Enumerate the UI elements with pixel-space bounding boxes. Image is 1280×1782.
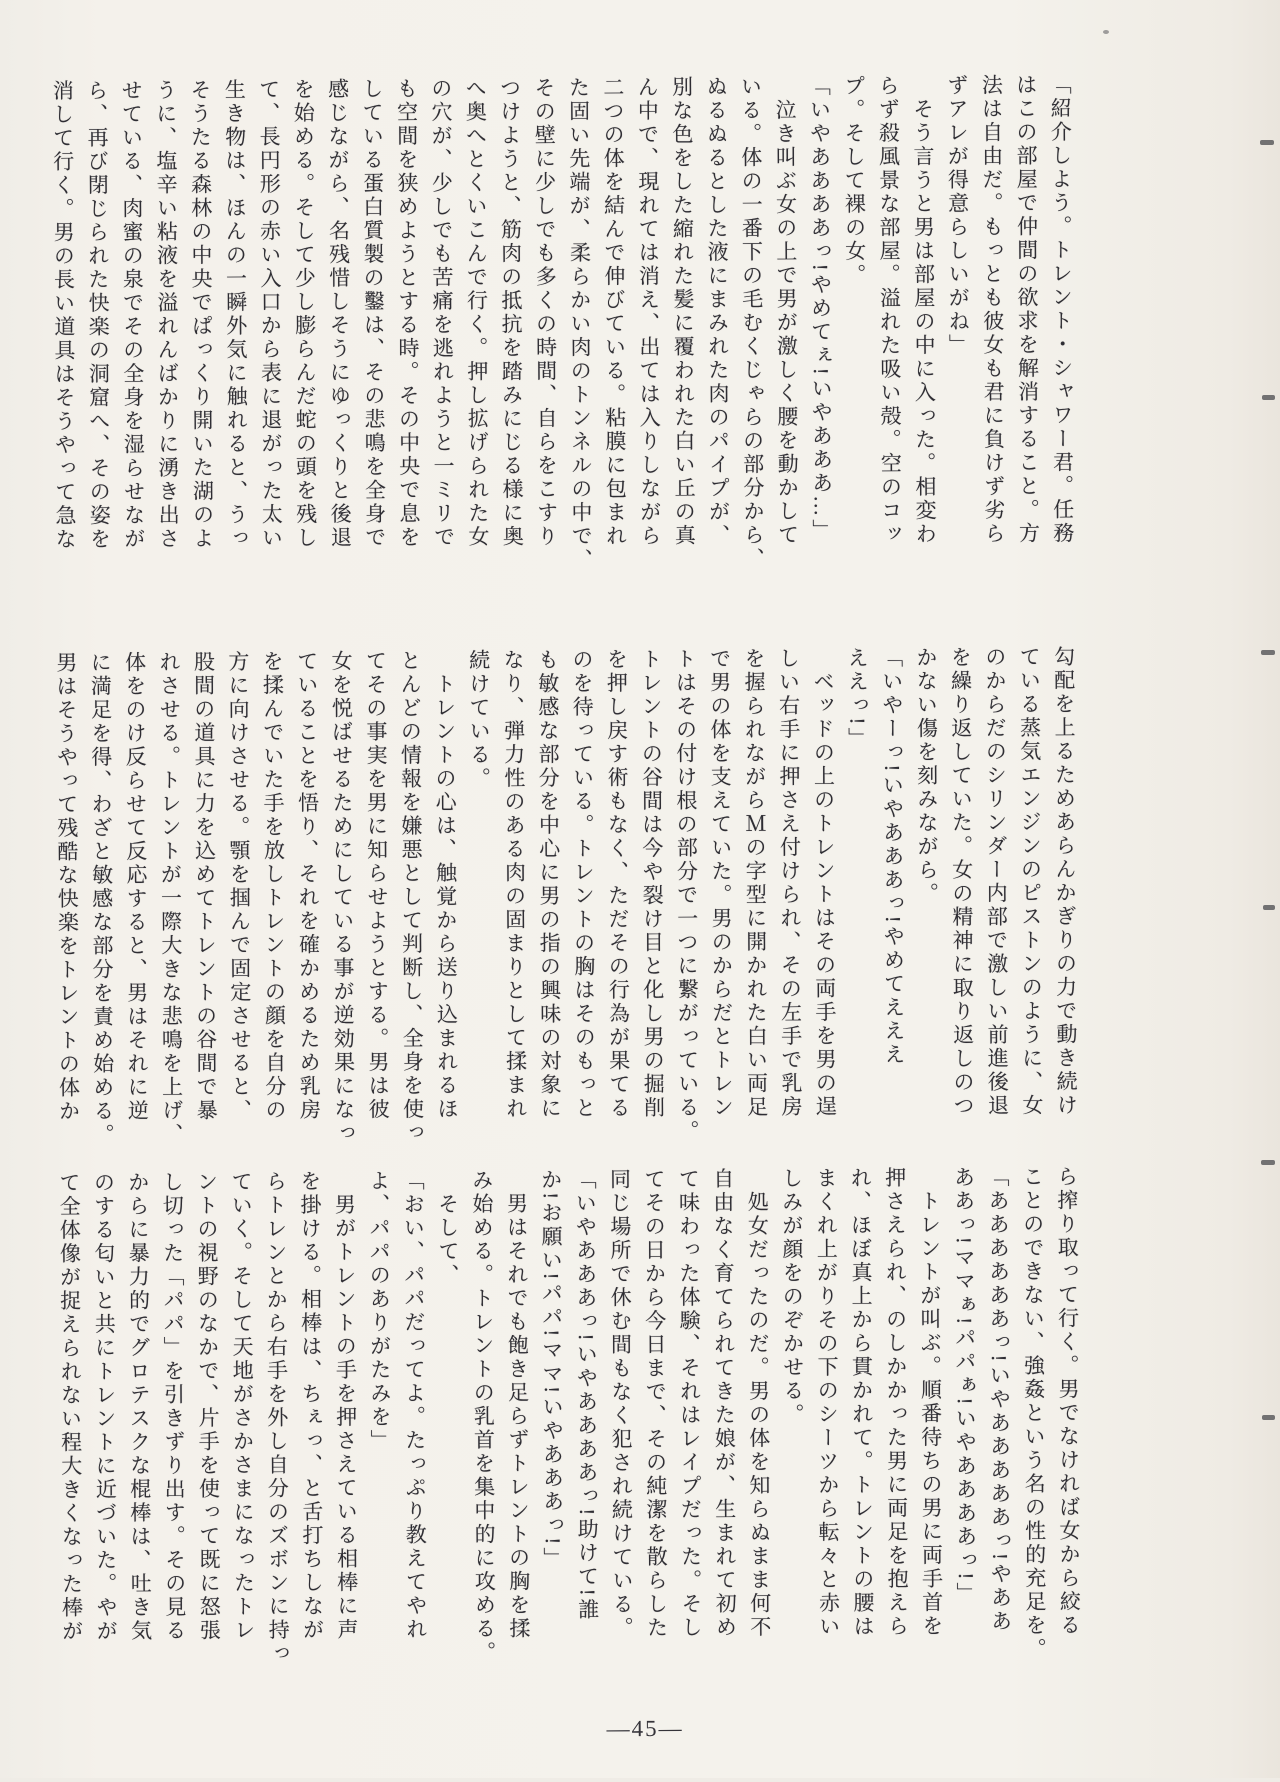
text-column: トレントの谷間は今や裂け目と化し男の掘削 xyxy=(638,647,666,1120)
text-column: ていく。そして天地がさかさまになったトレ xyxy=(228,1170,256,1643)
text-column: トはその付け根の部分で一つに繋がっている。 xyxy=(673,647,701,1144)
text-column: いる。体の一番下の毛むくじゃらの部分から、 xyxy=(738,75,766,571)
text-column: しい右手に押さえ付けられ、その左手で乳房 xyxy=(776,647,804,1120)
text-column: か!お願い!パパ!ママ!いやあああっ!」 xyxy=(538,1168,566,1571)
text-column: しみが顔をのぞかせる。 xyxy=(779,1167,806,1427)
text-column: 「おい、パパだってよ。たっぷり教えてやれ xyxy=(400,1169,428,1642)
text-column: 体をのけ反らせて反応すると、男はそれに逆 xyxy=(122,651,150,1124)
scan-artifact xyxy=(1261,1160,1275,1165)
scan-artifact xyxy=(1262,395,1275,400)
text-column: ぬるぬるとした液にまみれた肉のパイプが、 xyxy=(703,75,731,548)
text-column: も敏感な部分を中心に男の指の興味の対象に xyxy=(535,648,563,1121)
scan-artifact xyxy=(1262,1415,1275,1420)
text-column: 男がトレントの手を押さえている相棒に声 xyxy=(332,1169,360,1642)
text-column: ントの視野のなかで、片手を使って既に怒張 xyxy=(194,1170,222,1643)
text-column: まくれ上がりその下のシーツから転々と赤い xyxy=(813,1166,841,1639)
text-column: み始める。トレントの乳首を集中的に攻める。 xyxy=(469,1168,497,1665)
text-column: 同じ場所で休む間もなく犯され続けている。 xyxy=(607,1168,635,1641)
scan-artifact xyxy=(1260,140,1274,145)
scan-artifact xyxy=(1261,650,1275,655)
text-column: て味わった体験、それはレイプだった。そし xyxy=(676,1167,704,1640)
text-column: ベッドの上のトレントはその両手を男の逞 xyxy=(810,646,838,1119)
text-column: 感じながら、名残惜しそうにゆっくりと後退 xyxy=(325,77,353,550)
text-column: トレントの心は、触覚から送り込まれるほ xyxy=(432,649,460,1122)
text-column: なり、弾力性のある肉の固まりとして揉まれ xyxy=(501,648,528,1121)
text-column: て全体像が捉えられない程大きくなった棒が xyxy=(56,1171,84,1644)
text-column: その壁に少しでも多くの時間、自らをこすり xyxy=(531,76,559,549)
text-column: 別な色をした縮れた髪に覆われた白い丘の真 xyxy=(669,75,697,548)
text-column: 「いやああああっ!やめてぇ!いやあああ…」 xyxy=(807,74,835,543)
text-column: を揉んでいた手を放しトレントの顔を自分の xyxy=(260,650,288,1123)
text-column: 女を悦ばせるためにしている事が逆効果になっ xyxy=(329,649,357,1146)
text-column: 「紹介しよう。トレント・シャワー君。任務 xyxy=(1048,73,1075,546)
text-column: はこの部屋で仲間の欲求を解消すること。方 xyxy=(1013,73,1041,546)
text-column: らず殺風景な部屋。溢れた吸い殻。空のコッ xyxy=(875,74,903,547)
text-column: 「いやーっ!いやあああっ!やめてえええ xyxy=(879,646,907,1067)
text-column: 「いやあああっ!いやああああっ!助けて!誰 xyxy=(573,1168,600,1622)
text-column: も空間を狭めようとする時。その中央で息を xyxy=(394,77,422,550)
text-column: そして、 xyxy=(435,1169,461,1288)
text-column: からに暴力的でグロテスクな棍棒は、吐き気 xyxy=(125,1171,153,1644)
text-column: のを待っている。トレントの胸はそのもっと xyxy=(569,648,597,1121)
text-column: れ、ほぼ真上から貫かれて。トレントの腰は xyxy=(848,1166,876,1639)
text-column: ああっ!ママぁ!パパぁ!いやああああっ!」 xyxy=(951,1165,979,1606)
text-tier-top xyxy=(45,73,1080,600)
text-column: ら搾り取って行く。男でなければ女から絞る xyxy=(1054,1165,1082,1638)
text-column: ている蒸気エンジンのピストンのように、女 xyxy=(1017,645,1044,1118)
page-number: ―45― xyxy=(606,1715,684,1742)
scan-artifact xyxy=(1263,905,1275,910)
text-column: て、長円形の赤い入口から表に退がった太い xyxy=(256,78,284,551)
text-column: ええっ!」 xyxy=(845,646,870,751)
text-column: を押し戻す術もなく、ただその行為が果てる xyxy=(604,648,632,1121)
text-column: 男はそれでも飽き足らずトレントの胸を揉 xyxy=(504,1168,532,1641)
text-column: 男はそうやって残酷な快楽をトレントの体か xyxy=(53,651,81,1124)
text-tier-bottom xyxy=(52,1165,1087,1692)
text-column: のする匂いと共にトレントに近づいた。やが xyxy=(91,1171,119,1644)
text-column: している蛋白質製の鑿は、その悲鳴を全身で xyxy=(359,77,387,550)
text-column: のからだのシリンダー内部で激しい前進後退 xyxy=(982,645,1010,1118)
text-column: 方に向けさせる。顎を掴んで固定させると、 xyxy=(225,650,253,1123)
text-column: 勾配を上るためあらんかぎりの力で動き続け xyxy=(1051,645,1079,1118)
text-column: ら、再び閉じられた快楽の洞窟へ、その姿を xyxy=(84,79,112,552)
text-column: を掛ける。相棒は、ちぇっ、と舌打ちしなが xyxy=(297,1169,325,1643)
text-column: へ奥へとくいこんで行く。押し拡げられた女 xyxy=(463,76,491,550)
text-column: らトレンとから右手を外し自分のズボンに持っ xyxy=(263,1170,291,1666)
text-column: ていることを悟り、それを確かめるため乳房 xyxy=(294,649,322,1123)
text-column: の穴が、少しでも苦痛を逃れようと一ミリで xyxy=(428,77,456,550)
text-column: 消して行く。男の長い道具はそうやって急な xyxy=(50,79,78,552)
text-column: てその事実を男に知らせようとする。男は彼 xyxy=(363,649,391,1122)
text-column: を始める。そして少し膨らんだ蛇の頭を残し xyxy=(291,77,318,551)
text-column: 「ああああああっ!いやあああああっ!やああ xyxy=(985,1165,1013,1634)
text-column: 股間の道具に力を込めてトレントの谷間で暴 xyxy=(191,650,219,1123)
text-column: れさせる。トレントが一際大きな悲鳴を上げ、 xyxy=(156,650,185,1147)
text-column: ずアレが得意らしいがね」 xyxy=(944,73,971,358)
text-column: 処女だったのだ。男の体を知らぬまま何不 xyxy=(745,1167,772,1640)
text-column: 続けている。 xyxy=(466,648,492,791)
text-column: そう言うと男は部屋の中に入った。相変わ xyxy=(910,74,938,547)
text-column: うに、塩辛い粘液を溢れんばかりに湧き出さ xyxy=(153,78,181,551)
text-column: 二つの体を結んで伸びている。粘膜に包まれ xyxy=(600,76,628,549)
text-column: 生き物は、ほんの一瞬外気に触れると、うっ xyxy=(222,78,250,551)
text-column: トレントが叫ぶ。順番待ちの男に両手首を xyxy=(917,1166,944,1639)
text-column: そうたる森林の中央でぱっくり開いた湖のよ xyxy=(187,78,215,551)
text-column: し切った「パパ」を引きずり出す。その見る xyxy=(160,1170,188,1643)
text-column: つけようと、筋肉の抵抗を踏みにじる様に奥 xyxy=(497,76,525,549)
text-column: 押さえられ、のしかかった男に両足を抱えら xyxy=(882,1166,910,1639)
text-column: で男の体を支えていた。男のからだとトレン xyxy=(707,647,735,1120)
text-column: に満足を得、わざと敏感な部分を責め始める。 xyxy=(88,651,116,1147)
text-column: た固い先端が、柔らかい肉のトンネルの中で、 xyxy=(566,76,594,573)
text-column: 泣き叫ぶ女の上で男が激しく腰を動かして xyxy=(772,75,800,548)
text-column: プ。そして裸の女。 xyxy=(841,74,867,288)
text-column: よ、パパのありがたみを」 xyxy=(366,1169,393,1453)
text-column: 法は自由だ。もっとも彼女も君に負けず劣ら xyxy=(979,73,1007,546)
text-tier-middle xyxy=(49,645,1084,1172)
text-column: とんどの情報を嫌悪として判断し、全身を使っ xyxy=(397,649,425,1146)
text-column: ことのできない、強姦という名の性的充足を。 xyxy=(1020,1165,1048,1662)
text-column: を繰り返していた。女の精神に取り返しのつ xyxy=(948,645,976,1119)
text-column: かない傷を刻みながら。 xyxy=(913,646,940,906)
scan-artifact xyxy=(1103,30,1109,34)
text-column: ん中で、現れては消え、出ては入りしながら xyxy=(635,75,663,549)
text-column: 自由なく育てられてきた娘が、生まれて初め xyxy=(710,1167,738,1640)
text-column: てその日から今日まで、その純潔を散らした xyxy=(641,1167,669,1640)
text-column: を握られながらＭの字型に開かれた白い両足 xyxy=(741,647,769,1120)
text-column: せている、肉蜜の泉でその全身を湿らせなが xyxy=(119,79,146,552)
